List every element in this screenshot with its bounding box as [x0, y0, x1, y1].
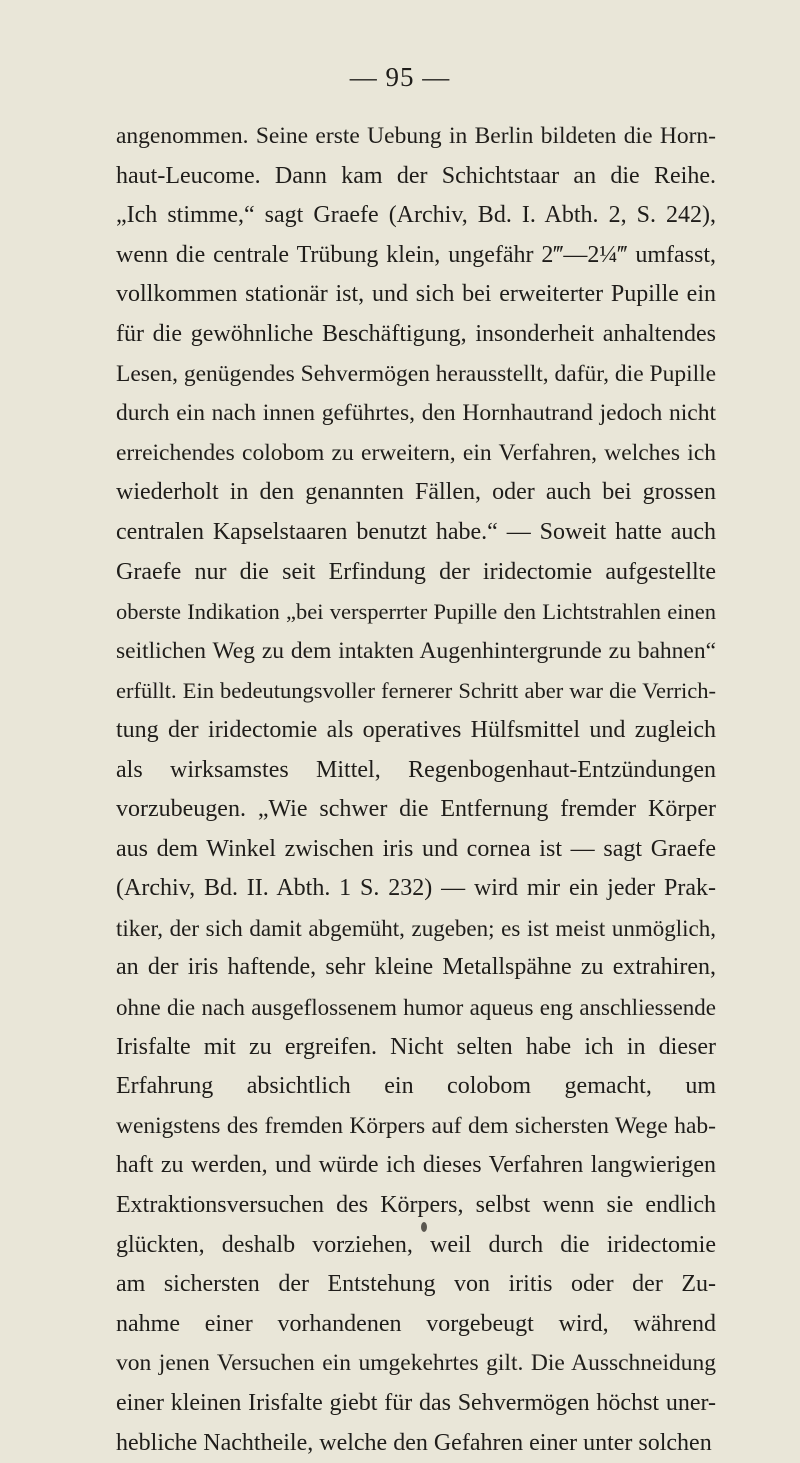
text-line: vorzubeugen. „Wie schwer die Entfernung fremder Körper: [116, 796, 716, 823]
page-number: — 95 —: [349, 62, 451, 92]
text-line: am sichersten der Entstehung von iritis oder der Zu-: [116, 1271, 716, 1298]
text-line: durch ein nach innen geführtes, den Hornhautrand jedoch nicht: [116, 400, 716, 427]
text-line: tung der iridectomie als operatives Hülfsmittel und zugleich: [116, 716, 716, 743]
text-line: angenommen. Seine erste Uebung in Berlin bildeten die Horn-: [116, 123, 716, 149]
ink-speck: [421, 1222, 427, 1232]
text-line: haut-Leucome. Dann kam der Schichtstaar an die Reihe.: [116, 162, 716, 189]
text-line: erfüllt. Ein bedeutungsvoller fernerer Schritt aber war die Verrich-: [116, 678, 716, 704]
text-line: Erfahrung absichtlich ein colobom gemacht, um: [116, 1073, 716, 1100]
text-line: Graefe nur die seit Erfindung der iridectomie aufgestellte: [116, 558, 716, 585]
text-line: glückten, deshalb vorziehen, weil durch die iridectomie: [116, 1231, 716, 1258]
text-line: aus dem Winkel zwischen iris und cornea ist — sagt Graefe: [116, 835, 716, 862]
text-line: Irisfalte mit zu ergreifen. Nicht selten habe ich in dieser: [116, 1033, 716, 1060]
text-line: erreichendes colobom zu erweitern, ein Verfahren, welches ich: [116, 439, 716, 466]
text-line: nahme einer vorhandenen vorgebeugt wird, während: [116, 1310, 716, 1337]
text-line: als wirksamstes Mittel, Regenbogenhaut-Entzündungen: [116, 756, 716, 783]
text-line: ohne die nach ausgeflossenem humor aqueus eng anschliessende: [116, 995, 716, 1021]
text-line: „Ich stimme,“ sagt Graefe (Archiv, Bd. I. Abth. 2, S. 242),: [116, 202, 716, 229]
text-line: seitlichen Weg zu dem intakten Augenhintergrunde zu bahnen“: [116, 637, 716, 664]
text-line: vollkommen stationär ist, und sich bei erweiterter Pupille ein: [116, 281, 716, 308]
text-line: wenigstens des fremden Körpers auf dem sichersten Wege hab-: [116, 1112, 716, 1139]
text-line: centralen Kapselstaaren benutzt habe.“ — Soweit hatte auch: [116, 518, 716, 545]
text-line: an der iris haftende, sehr kleine Metallspähne zu extrahiren,: [116, 954, 716, 981]
text-line: für die gewöhnliche Beschäftigung, insonderheit anhaltendes: [116, 320, 716, 347]
body-text: [116, 117, 716, 1463]
text-line: tiker, der sich damit abgemüht, zugeben; es ist meist unmöglich,: [116, 915, 716, 941]
text-line: von jenen Versuchen ein umgekehrtes gilt. Die Ausschneidung: [116, 1350, 716, 1377]
text-line: einer kleinen Irisfalte giebt für das Sehvermögen höchst uner-: [116, 1390, 716, 1416]
text-line: hebliche Nachtheile, welche den Gefahren einer unter solchen: [116, 1429, 712, 1456]
text-line: wenn die centrale Trübung klein, ungefähr 2‴—2¼‴ umfasst,: [116, 241, 716, 268]
text-line: Extraktionsversuchen des Körpers, selbst wenn sie endlich: [116, 1192, 716, 1219]
text-line: (Archiv, Bd. II. Abth. 1 S. 232) — wird mir ein jeder Prak-: [116, 875, 716, 902]
text-line: oberste Indikation „bei versperrter Pupille den Lichtstrahlen einen: [116, 599, 716, 625]
text-line: haft zu werden, und würde ich dieses Verfahren langwierigen: [116, 1152, 716, 1179]
text-line: Lesen, genügendes Sehvermögen herausstellt, dafür, die Pupille: [116, 360, 716, 387]
text-line: wiederholt in den genannten Fällen, oder auch bei grossen: [116, 479, 716, 506]
